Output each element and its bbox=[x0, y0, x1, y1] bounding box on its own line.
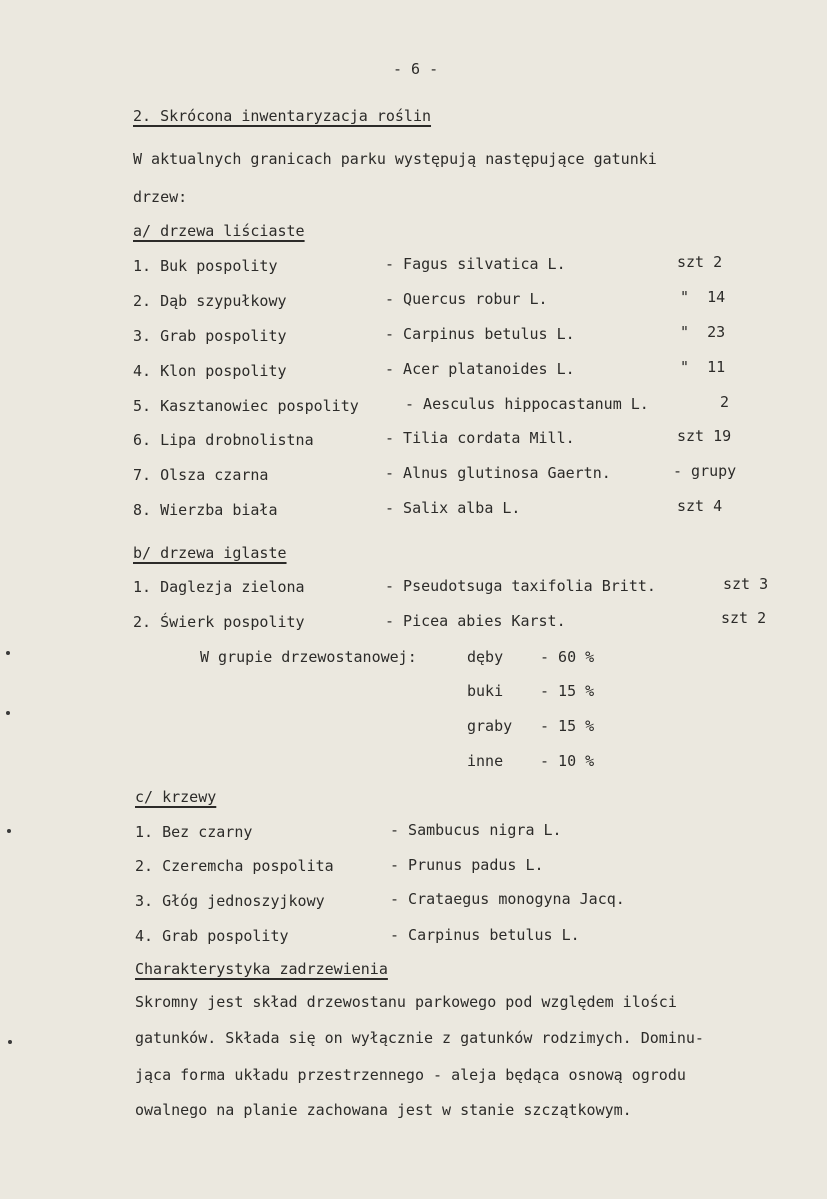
shrub-name: 1. Bez czarny bbox=[135, 823, 253, 841]
shrub-name: 2. Czeremcha pospolita bbox=[135, 857, 334, 875]
tree-latin: - Tilia cordata Mill. bbox=[385, 429, 575, 447]
species-share-pct: - 60 % bbox=[540, 648, 595, 666]
tree-latin: - Acer platanoides L. bbox=[385, 360, 575, 378]
tree-latin: - Pseudotsuga taxifolia Britt. bbox=[385, 577, 656, 595]
margin-mark bbox=[6, 711, 10, 715]
species-share-pct: - 15 % bbox=[540, 717, 595, 735]
tree-count: " 14 bbox=[680, 288, 726, 306]
intro-line-2: drzew: bbox=[133, 188, 188, 206]
tree-name: 2. Świerk pospolity bbox=[133, 613, 305, 631]
shrub-name: 4. Grab pospolity bbox=[135, 927, 289, 945]
section-heading: 2. Skrócona inwentaryzacja roślin bbox=[133, 107, 432, 125]
tree-count: - grupy bbox=[673, 462, 737, 480]
shrub-latin: - Crataegus monogyna Jacq. bbox=[390, 890, 625, 908]
paragraph-line: gatunków. Składa się on wyłącznie z gatunków rodzimych. Dominu- bbox=[135, 1029, 704, 1047]
paragraph-line: owalnego na planie zachowana jest w stanie szczątkowym. bbox=[135, 1101, 632, 1119]
margin-mark bbox=[7, 829, 11, 833]
tree-name: 7. Olsza czarna bbox=[133, 466, 269, 484]
margin-mark bbox=[6, 651, 10, 655]
subsection-title-conifers: b/ drzewa iglaste bbox=[133, 544, 287, 562]
tree-latin: - Carpinus betulus L. bbox=[385, 325, 575, 343]
subsection-title-shrubs: c/ krzewy bbox=[135, 788, 217, 806]
tree-count: " 23 bbox=[680, 323, 726, 341]
tree-count: szt 4 bbox=[677, 497, 723, 515]
shrub-latin: - Prunus padus L. bbox=[390, 856, 544, 874]
tree-latin: - Picea abies Karst. bbox=[385, 612, 566, 630]
tree-name: 8. Wierzba biała bbox=[133, 501, 278, 519]
shrub-latin: - Sambucus nigra L. bbox=[390, 821, 562, 839]
tree-latin: - Fagus silvatica L. bbox=[385, 255, 566, 273]
characteristics-heading: Charakterystyka zadrzewienia bbox=[135, 960, 388, 978]
tree-name: 6. Lipa drobnolistna bbox=[133, 431, 314, 449]
tree-count: szt 2 bbox=[721, 609, 767, 627]
margin-mark bbox=[8, 1040, 12, 1044]
shrub-latin: - Carpinus betulus L. bbox=[390, 926, 580, 944]
tree-count: szt 2 bbox=[677, 253, 723, 271]
species-share-pct: - 15 % bbox=[540, 682, 595, 700]
intro-line-1: W aktualnych granicach parku występują następujące gatunki bbox=[133, 150, 657, 168]
species-share-pct: - 10 % bbox=[540, 752, 595, 770]
tree-count: szt 3 bbox=[723, 575, 769, 593]
species-share-name: buki bbox=[467, 682, 504, 700]
stand-group-label: W grupie drzewostanowej: bbox=[200, 648, 417, 666]
subsection-title-deciduous: a/ drzewa liściaste bbox=[133, 222, 305, 240]
tree-name: 5. Kasztanowiec pospolity bbox=[133, 397, 359, 415]
tree-latin: - Alnus glutinosa Gaertn. bbox=[385, 464, 611, 482]
tree-name: 1. Daglezja zielona bbox=[133, 578, 305, 596]
tree-count: 2 bbox=[720, 393, 730, 411]
species-share-name: inne bbox=[467, 752, 504, 770]
tree-name: 4. Klon pospolity bbox=[133, 362, 287, 380]
tree-name: 3. Grab pospolity bbox=[133, 327, 287, 345]
shrub-name: 3. Głóg jednoszyjkowy bbox=[135, 892, 325, 910]
species-share-name: dęby bbox=[467, 648, 504, 666]
page-number: - 6 - bbox=[393, 60, 439, 78]
tree-name: 1. Buk pospolity bbox=[133, 257, 278, 275]
tree-name: 2. Dąb szypułkowy bbox=[133, 292, 287, 310]
tree-count: szt 19 bbox=[677, 427, 732, 445]
tree-latin: - Salix alba L. bbox=[385, 499, 521, 517]
species-share-name: graby bbox=[467, 717, 513, 735]
paragraph-line: Skromny jest skład drzewostanu parkowego pod względem ilości bbox=[135, 993, 677, 1011]
tree-count: " 11 bbox=[680, 358, 726, 376]
paragraph-line: jąca forma układu przestrzennego - aleja będąca osnową ogrodu bbox=[135, 1066, 686, 1084]
tree-latin: - Quercus robur L. bbox=[385, 290, 548, 308]
tree-latin: - Aesculus hippocastanum L. bbox=[405, 395, 649, 413]
